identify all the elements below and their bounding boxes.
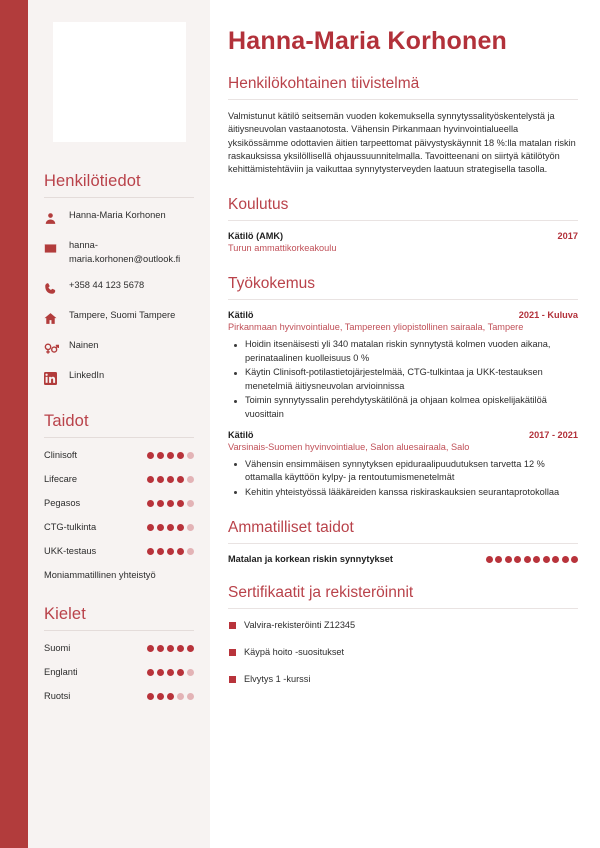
rating-dot-filled	[177, 548, 184, 555]
divider	[228, 608, 578, 609]
skill-label: UKK-testaus	[44, 546, 97, 556]
rating-dot-filled	[524, 556, 531, 563]
rating-dot-filled	[157, 452, 164, 459]
rating-dot-empty	[187, 500, 194, 507]
summary-heading: Henkilökohtainen tiivistelmä	[228, 75, 420, 92]
divider	[228, 99, 578, 100]
rating-dot-filled	[543, 556, 550, 563]
entry-title: Kätilö	[228, 429, 254, 440]
divider	[228, 220, 578, 221]
divider	[228, 299, 578, 300]
rating-dot-filled	[147, 693, 154, 700]
language-label: Englanti	[44, 667, 78, 677]
entry-title: Kätilö	[228, 310, 254, 321]
rating-dot-filled	[167, 645, 174, 652]
language-row	[44, 666, 194, 678]
rating-dot-empty	[187, 476, 194, 483]
summary-text: Valmistunut kätilö seitsemän vuoden kokemuksella synnytyssalityöskentelystä ja äitiysneuvolan vastaanotosta. Vähensin Pirkanmaan hyvinvointialueella yksikössämme odottavien äitien tarpeettomat päivystyskäynnit 18 %:lla matalan riskin raskauksissa yksilöllisellä ohjaussuunnitelmalla. Tavoitteenani on siirtyä kätilötyön kehittämistehtäviin ja vaikuttaa synnytysterveyden laatuun strategisella tasolla.	[228, 111, 576, 175]
person-icon	[44, 210, 64, 226]
language-row	[44, 642, 194, 654]
entry-header	[228, 430, 578, 440]
rating-dot-filled	[147, 500, 154, 507]
languages-heading: Kielet	[44, 605, 86, 623]
bullet-item: Kehitin yhteistyössä lääkäreiden kanssa riskiraskauksien seurantaprotokollaa	[228, 486, 578, 499]
rating-dot-filled	[177, 476, 184, 483]
rating-dot-filled	[187, 645, 194, 652]
rating-dot-filled	[147, 548, 154, 555]
linkedin-icon	[44, 370, 64, 386]
rating-dot-filled	[147, 524, 154, 531]
rating-dot-filled	[505, 556, 512, 563]
divider	[44, 437, 194, 438]
rating-dot-filled	[147, 452, 154, 459]
rating-dot-filled	[177, 500, 184, 507]
certificates-items	[228, 619, 578, 686]
rating-dot-filled	[167, 669, 174, 676]
section-education	[228, 195, 578, 255]
rating-dot-filled	[167, 548, 174, 555]
entry	[228, 231, 578, 255]
rating-dot-filled	[177, 524, 184, 531]
contact-row-linkedin[interactable]	[44, 369, 196, 386]
entry-title: Kätilö (AMK)	[228, 231, 284, 242]
skill-row	[44, 521, 194, 533]
main-column	[210, 0, 600, 848]
candidate-name: Hanna-Maria Korhonen	[228, 27, 508, 55]
profile-photo-placeholder	[53, 22, 186, 142]
rating-dot-filled	[552, 556, 559, 563]
rating-dot-empty	[187, 452, 194, 459]
rating-dot-filled	[147, 645, 154, 652]
rating-dot-filled	[147, 669, 154, 676]
rating-dots	[147, 548, 194, 555]
skill-row	[44, 497, 194, 509]
rating-dots	[147, 500, 194, 507]
section-personal-details	[42, 172, 196, 386]
rating-dot-empty	[187, 669, 194, 676]
entry-header	[228, 310, 578, 320]
section-summary	[228, 74, 578, 176]
rating-dot-filled	[167, 693, 174, 700]
rating-dot-filled	[157, 669, 164, 676]
rating-dots	[147, 524, 194, 531]
certificate-item: Käypä hoito -suositukset	[228, 646, 578, 659]
home-icon	[44, 310, 64, 326]
language-row	[44, 690, 194, 702]
rating-dot-filled	[147, 476, 154, 483]
rating-dot-filled	[157, 524, 164, 531]
rating-dot-filled	[562, 556, 569, 563]
contact-value-name: Hanna-Maria Korhonen	[69, 210, 166, 220]
personal-details-heading: Henkilötiedot	[44, 172, 141, 190]
professional-skill-label: Matalan ja korkean riskin synnytykset	[228, 554, 393, 565]
skill-row	[44, 449, 194, 461]
rating-dot-filled	[167, 452, 174, 459]
rating-dot-filled	[157, 476, 164, 483]
entry-organization: Pirkanmaan hyvinvointialue, Tampereen yliopistollinen sairaala, Tampere	[228, 322, 524, 333]
rating-dot-filled	[177, 645, 184, 652]
contact-row-phone[interactable]	[44, 279, 196, 296]
rating-dots	[147, 476, 194, 483]
rating-dots	[486, 556, 579, 563]
certificates-heading: Sertifikaatit ja rekisteröinnit	[228, 584, 414, 602]
professional-skill-row	[228, 554, 578, 564]
entry	[228, 310, 578, 420]
rating-dot-empty	[187, 693, 194, 700]
rating-dot-filled	[157, 645, 164, 652]
language-label: Ruotsi	[44, 691, 71, 701]
language-label: Suomi	[44, 643, 71, 653]
entry-date: 2017 - 2021	[528, 429, 578, 440]
bullet-item: Käytin Clinisoft-potilastietojärjestelmää, CTG-tulkintaa ja UKK-testauksen menetelmiä äitiysneuvolan arvioinnissa	[228, 366, 578, 393]
education-list	[228, 231, 578, 255]
contact-row-name	[44, 209, 196, 226]
contact-row-gender	[44, 339, 196, 356]
rating-dot-filled	[167, 476, 174, 483]
bullet-item: Vähensin ensimmäisen synnytyksen epiduraalipuudutuksen tarvetta 12 % ottamalla käyttöön kylpy- ja rentoutumismenetelmät	[228, 458, 578, 485]
rating-dot-filled	[177, 452, 184, 459]
entry	[228, 430, 578, 499]
rating-dot-filled	[514, 556, 521, 563]
contact-row-email[interactable]	[44, 239, 196, 266]
entry-date: 2017	[557, 231, 578, 242]
rating-dot-empty	[177, 693, 184, 700]
rating-dot-filled	[533, 556, 540, 563]
rating-dot-empty	[187, 548, 194, 555]
contact-value-linkedin: LinkedIn	[69, 370, 105, 380]
entry-bullets	[228, 458, 578, 499]
sidebar	[28, 0, 210, 848]
experience-list	[228, 310, 578, 499]
divider	[44, 197, 194, 198]
experience-heading: Työkokemus	[228, 275, 316, 293]
contact-value-location: Tampere, Suomi Tampere	[69, 310, 176, 320]
entry-bullets	[228, 338, 578, 420]
contact-value-gender: Nainen	[69, 340, 99, 350]
section-professional-skills	[228, 518, 578, 564]
professional-skills-heading: Ammatilliset taidot	[228, 519, 354, 537]
skill-row	[44, 473, 194, 485]
rating-dot-filled	[571, 556, 578, 563]
phone-icon	[44, 280, 64, 296]
divider	[44, 630, 194, 631]
skill-row	[44, 569, 194, 581]
rating-dots	[147, 645, 194, 652]
rating-dot-filled	[167, 524, 174, 531]
bullet-item: Toimin synnytyssalin perehdytyskätilönä ja ohjaan kolmea opiskelijakätilöä vuosittain	[228, 394, 578, 421]
divider	[228, 543, 578, 544]
education-heading: Koulutus	[228, 196, 289, 214]
entry-organization: Varsinais-Suomen hyvinvointialue, Salon aluesairaala, Salo	[228, 441, 470, 452]
rating-dot-filled	[495, 556, 502, 563]
rating-dot-filled	[167, 500, 174, 507]
contact-row-location	[44, 309, 196, 326]
section-skills	[42, 412, 196, 581]
skills-list	[42, 449, 196, 581]
section-languages	[42, 605, 196, 702]
skill-label: CTG-tulkinta	[44, 522, 97, 532]
contact-value-phone: +358 44 123 5678	[69, 280, 145, 290]
rating-dots	[147, 693, 194, 700]
rating-dot-filled	[486, 556, 493, 563]
gender-icon	[44, 340, 64, 356]
section-certificates	[228, 583, 578, 686]
certificate-item: Valvira-rekisteröinti Z12345	[228, 619, 578, 632]
skill-label: Lifecare	[44, 474, 78, 484]
section-experience	[228, 274, 578, 499]
languages-list	[42, 642, 196, 702]
entry-organization: Turun ammattikorkeakoulu	[228, 243, 337, 254]
skills-heading: Taidot	[44, 412, 89, 430]
rating-dots	[147, 669, 194, 676]
rating-dot-filled	[177, 669, 184, 676]
rating-dot-empty	[187, 524, 194, 531]
rating-dot-filled	[157, 500, 164, 507]
left-accent-bar	[0, 0, 28, 848]
entry-date: 2021 - Kuluva	[518, 310, 578, 321]
skill-label: Clinisoft	[44, 450, 78, 460]
envelope-icon	[44, 240, 64, 256]
bullet-item: Hoidin itsenäisesti yli 340 matalan riskin synnytystä kolmen vuoden aikana, perinataalinen kuolleisuus 0 %	[228, 338, 578, 365]
professional-skills-list	[228, 554, 578, 564]
rating-dot-filled	[157, 693, 164, 700]
skill-label: Pegasos	[44, 498, 81, 508]
rating-dots	[147, 452, 194, 459]
entry-header	[228, 231, 578, 241]
certificate-item: Elvytys 1 -kurssi	[228, 673, 578, 686]
rating-dot-filled	[157, 548, 164, 555]
skill-row	[44, 545, 194, 557]
contact-value-email: hanna-maria.korhonen@outlook.fi	[69, 240, 181, 264]
skill-label: Moniammatillinen yhteistyö	[44, 570, 156, 580]
